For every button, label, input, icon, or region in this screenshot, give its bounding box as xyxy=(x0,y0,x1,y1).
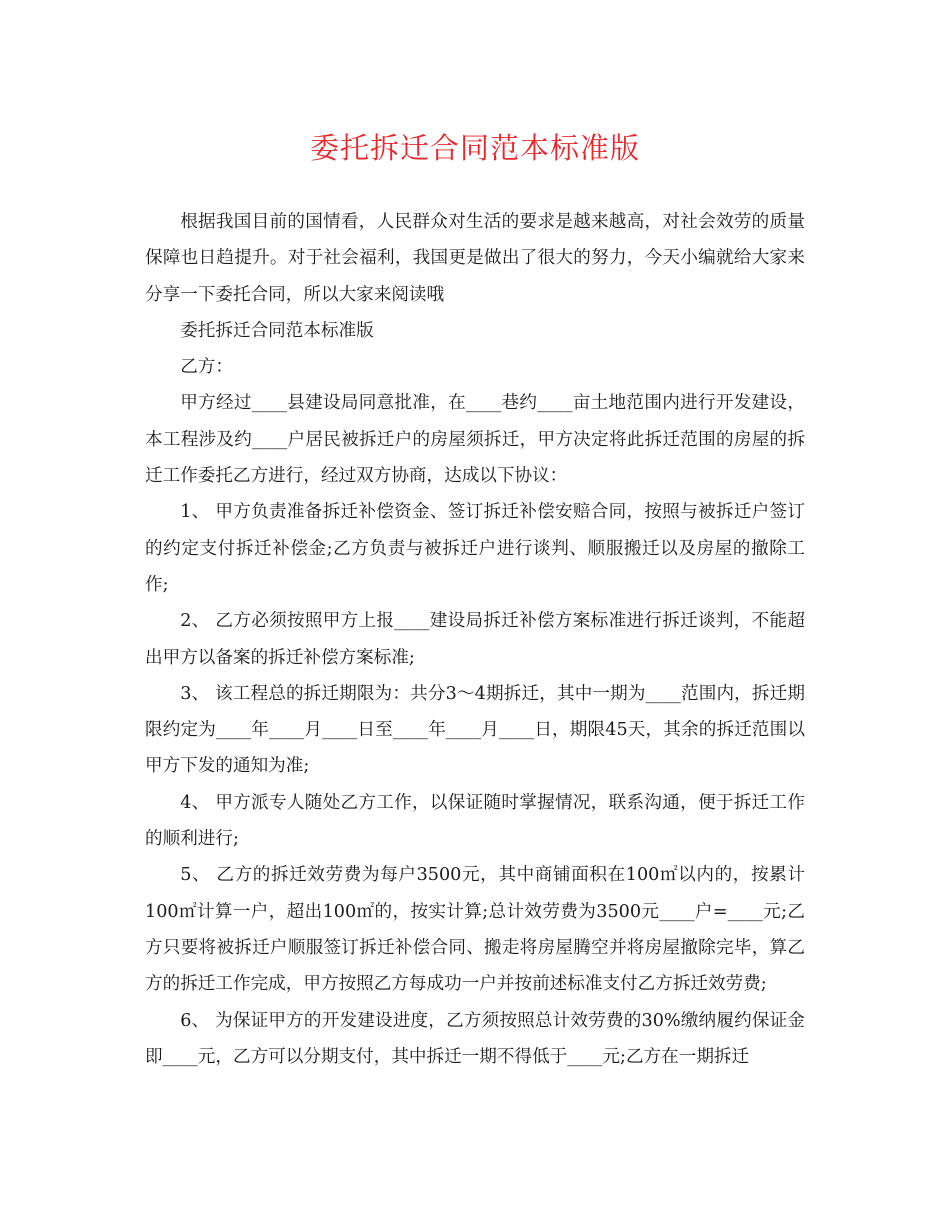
subtitle-paragraph: 委托拆迁合同范本标准版 xyxy=(180,320,374,341)
intro-paragraph: 根据我国目前的国情看，人民群众对生活的要求是越来越高，对社会效劳的质量保障也日趋提升。对于社会福利，我国更是做出了很大的努力，今天小编就给大家来分享一下委托合同，所以大家来阅读哦 xyxy=(145,212,805,305)
document-title: 委托拆迁合同范本标准版 xyxy=(309,131,640,165)
clause-4: 4、 甲方派专人随处乙方工作，以保证随时掌握情况，联系沟通，便于拆迁工作的顺利进行; xyxy=(145,792,805,850)
clause-1: 1、 甲方负责准备拆迁补偿资金、签订拆迁补偿安赔合同，按照与被拆迁户签订的约定支付拆迁补偿金;乙方负责与被拆迁户进行谈判、顺服搬迁以及房屋的撤除工作; xyxy=(145,502,805,595)
clause-3: 3、 该工程总的拆迁期限为：共分3～4期拆迁，其中一期为____范围内，拆迁期限约定为____年____月____日至____年____月____日，期限45天，其余的拆迁范围以甲方下发的通知为准; xyxy=(145,683,805,777)
agreement-preamble: 甲方经过____县建设局同意批准，在____巷约____亩土地范围内进行开发建设，本工程涉及约____户居民被拆迁户的房屋须拆迁，甲方决定将此拆迁范围的房屋的拆迁工作委托乙方进行，经过双方协商，达成以下协议： xyxy=(145,393,805,487)
clause-2: 2、 乙方必须按照甲方上报____建设局拆迁补偿方案标准进行拆迁谈判，不能超出甲方以备案的拆迁补偿方案标准; xyxy=(145,611,805,668)
clause-5: 5、 乙方的拆迁效劳费为每户3500元，其中商铺面积在100㎡以内的，按累计100㎡计算一户，超出100㎡的，按实计算;总计效劳费为3500元____户=____元;乙方只要将被拆迁户顺服签订拆迁补偿合同、搬走将房屋腾空并将房屋撤除完毕，算乙方的拆迁工作完成，甲方按照乙方每成功一户并按前述标准支付乙方拆迁效劳费; xyxy=(145,865,805,995)
clause-6: 6、 为保证甲方的开发建设进度，乙方须按照总计效劳费的30%缴纳履约保证金即____元，乙方可以分期支付，其中拆迁一期不得低于____元;乙方在一期拆迁 xyxy=(145,1010,805,1067)
document-body xyxy=(145,204,805,1075)
party-b-line: 乙方： xyxy=(180,357,233,378)
